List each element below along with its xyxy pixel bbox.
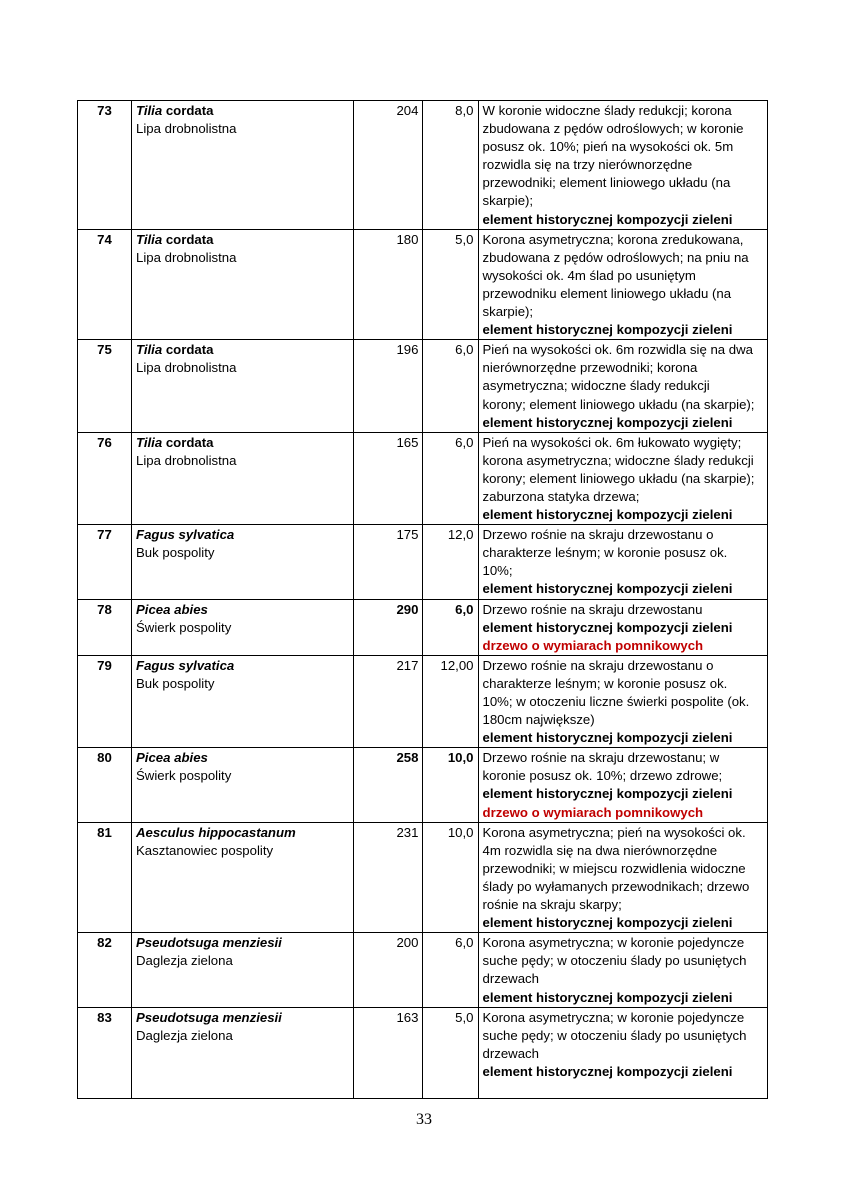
monument-size-note: drzewo o wymiarach pomnikowych [482,804,704,820]
table-row [78,101,768,230]
latin-name [136,1009,349,1027]
description-line: suche pędy; w otoczeniu ślady po usuniętych [482,953,747,969]
table-row [78,1007,768,1098]
species-cell [132,101,354,230]
historic-composition-note: element historycznej kompozycji zieleni [482,989,733,1005]
trunk-circumference: 196 [354,340,423,432]
trunk-circumference: 200 [354,933,423,1007]
description-line: asymetryczna; widoczne ślady redukcji [482,378,710,394]
tree-number: 81 [78,822,132,933]
latin-name-rest: cordata [162,103,214,118]
table-row [78,822,768,933]
table-row [78,599,768,655]
description-line: Korona asymetryczna; pień na wysokości ok. [482,824,746,840]
trunk-circumference: 217 [354,655,423,747]
description-line: korona asymetryczna; widoczne ślady redukcji [482,452,754,468]
description-line: 10%; w otoczeniu liczne świerki pospolite (ok. [482,694,750,709]
description-line: Drzewo rośnie na skraju drzewostanu; w [482,750,720,766]
common-name: Lipa drobnolistna [136,249,237,265]
latin-name [136,824,349,842]
tree-number: 77 [78,525,132,599]
trunk-circumference: 180 [354,229,423,340]
description-line: ślady po wyłamanych przewodnikach; drzewo [482,878,750,894]
tree-height: 12,0 [423,525,478,599]
description-line: przewodniki; w miejscu rozwidlenia widoczne [482,860,746,876]
condition-description [478,340,767,432]
latin-name [136,231,349,249]
tree-number: 74 [78,229,132,340]
condition-description [478,229,767,340]
common-name: Lipa drobnolistna [136,452,237,468]
description-line: korony; element liniowego układu (na skarpie); [482,470,755,486]
trunk-circumference: 175 [354,525,423,599]
latin-name-italic: Tilia [136,231,163,247]
condition-description [478,599,767,655]
historic-composition-note: element historycznej kompozycji zieleni [482,915,733,931]
description-line: Korona asymetryczna; w koronie pojedyncze [482,1009,745,1025]
tree-number: 75 [78,340,132,432]
tree-number: 73 [78,101,132,230]
condition-description [478,822,767,933]
historic-composition-note: element historycznej kompozycji zieleni [482,211,733,227]
trunk-circumference: 165 [354,432,423,524]
tree-number: 82 [78,933,132,1007]
species-cell [132,229,354,340]
description-line: 10%; [482,563,513,579]
description-line: Drzewo rośnie na skraju drzewostanu o [482,527,714,543]
latin-name-rest: cordata [162,434,214,450]
latin-name-italic: Pseudotsuga menziesii [136,935,282,951]
historic-composition-note: element historycznej kompozycji zieleni [482,581,733,597]
latin-name [136,657,349,675]
latin-name-italic: Tilia [136,434,163,450]
species-cell [132,432,354,524]
condition-description [478,748,767,822]
common-name: Kasztanowiec pospolity [136,842,274,858]
description-line: Drzewo rośnie na skraju drzewostanu o [482,657,714,673]
description-line: przewodniki; element liniowego układu (na [482,175,731,191]
description-line: zbudowana z pędów odroślowych; w koronie [482,121,744,137]
description-line: wysokości ok. 4m ślad po usuniętym [482,267,696,283]
latin-name-italic: Picea abies [136,601,208,617]
species-cell [132,822,354,933]
latin-name-italic: Fagus sylvatica [136,657,235,673]
table-body [78,101,768,1099]
common-name: Buk pospolity [136,675,215,691]
description-line: zbudowana z pędów odroślowych; na pniu na [482,249,749,265]
latin-name-rest: cordata [162,231,214,247]
condition-description [478,655,767,747]
species-cell [132,525,354,599]
description-line: rośnie na skraju skarpy; [482,897,622,913]
condition-description [478,933,767,1007]
trunk-circumference: 204 [354,101,423,230]
species-cell [132,340,354,432]
page-number: 33 [416,1111,432,1128]
tree-number: 80 [78,748,132,822]
table-row [78,432,768,524]
description-line: Pień na wysokości ok. 6m łukowato wygięty; [482,434,742,450]
historic-composition-note: element historycznej kompozycji zieleni [482,619,733,635]
tree-height: 6,0 [423,340,478,432]
latin-name [136,526,349,544]
description-line: skarpie); [482,193,534,209]
condition-description [478,1007,767,1098]
description-line: Korona asymetryczna; korona zredukowana, [482,231,744,247]
description-line: Korona asymetryczna; w koronie pojedyncze [482,935,745,951]
species-cell [132,748,354,822]
historic-composition-note: element historycznej kompozycji zieleni [482,414,733,430]
tree-height: 10,0 [423,822,478,933]
condition-description [478,525,767,599]
latin-name [136,601,349,619]
table-row [78,525,768,599]
species-cell [132,933,354,1007]
tree-height: 5,0 [423,1007,478,1098]
trunk-circumference: 290 [354,599,423,655]
description-line: W koronie widoczne ślady redukcji; korona [482,103,732,118]
historic-composition-note: element historycznej kompozycji zieleni [482,730,733,746]
tree-height: 10,0 [423,748,478,822]
table-row [78,933,768,1007]
condition-description [478,101,767,230]
table-row [78,340,768,432]
description-line: zaburzona statyka drzewa; [482,488,640,504]
table-row [78,655,768,747]
monument-size-note: drzewo o wymiarach pomnikowych [482,637,704,653]
description-line: Drzewo rośnie na skraju drzewostanu [482,601,703,617]
tree-height: 6,0 [423,933,478,1007]
tree-number: 79 [78,655,132,747]
description-line: 180cm największe) [482,712,595,728]
description-line: posusz ok. 10%; pień na wysokości ok. 5m [482,139,734,155]
latin-name-italic: Tilia [136,342,163,358]
latin-name [136,749,349,767]
common-name: Daglezja zielona [136,1027,233,1043]
latin-name-italic: Pseudotsuga menziesii [136,1009,282,1025]
description-line: koronie posusz ok. 10%; drzewo zdrowe; [482,768,723,784]
historic-composition-note: element historycznej kompozycji zieleni [482,786,733,802]
common-name: Buk pospolity [136,545,215,561]
description-line: charakterze leśnym; w koronie posusz ok. [482,545,728,561]
description-line: Pień na wysokości ok. 6m rozwidla się na dwa [482,342,753,358]
common-name: Lipa drobnolistna [136,360,237,376]
tree-inventory-table [77,100,768,1099]
common-name: Świerk pospolity [136,768,232,784]
description-line: drzewach [482,971,539,987]
table-row [78,748,768,822]
common-name: Lipa drobnolistna [136,121,237,137]
species-cell [132,599,354,655]
tree-height: 6,0 [423,432,478,524]
tree-height: 5,0 [423,229,478,340]
description-line: korony; element liniowego układu (na skarpie); [482,396,755,412]
tree-height: 8,0 [423,101,478,230]
latin-name [136,934,349,952]
condition-description [478,432,767,524]
description-line: 4m rozwidla się na dwa nierównorzędne [482,842,718,858]
latin-name-italic: Aesculus hippocastanum [136,824,296,840]
latin-name-rest: cordata [162,342,214,358]
description-line: skarpie); [482,304,534,320]
description-line: przewodniku element liniowego układu (na [482,285,732,301]
description-line: nierównorzędne przewodniki; korona [482,360,698,376]
tree-height: 6,0 [423,599,478,655]
historic-composition-note: element historycznej kompozycji zieleni [482,507,733,523]
description-line: charakterze leśnym; w koronie posusz ok. [482,675,728,691]
tree-number: 76 [78,432,132,524]
description-line: rozwidla się na trzy nierównorzędne [482,157,693,173]
latin-name [136,341,349,359]
tree-number: 78 [78,599,132,655]
tree-number: 83 [78,1007,132,1098]
species-cell [132,1007,354,1098]
tree-height: 12,00 [423,655,478,747]
latin-name-italic: Picea abies [136,750,208,766]
trunk-circumference: 258 [354,748,423,822]
trunk-circumference: 231 [354,822,423,933]
latin-name-italic: Tilia [136,103,163,118]
trunk-circumference: 163 [354,1007,423,1098]
historic-composition-note: element historycznej kompozycji zieleni [482,1063,733,1079]
common-name: Daglezja zielona [136,953,233,969]
latin-name [136,102,349,120]
description-line: suche pędy; w otoczeniu ślady po usuniętych [482,1027,747,1043]
historic-composition-note: element historycznej kompozycji zieleni [482,322,733,338]
species-cell [132,655,354,747]
table-row [78,229,768,340]
description-line: drzewach [482,1045,539,1061]
common-name: Świerk pospolity [136,619,232,635]
latin-name [136,434,349,452]
latin-name-italic: Fagus sylvatica [136,527,235,543]
